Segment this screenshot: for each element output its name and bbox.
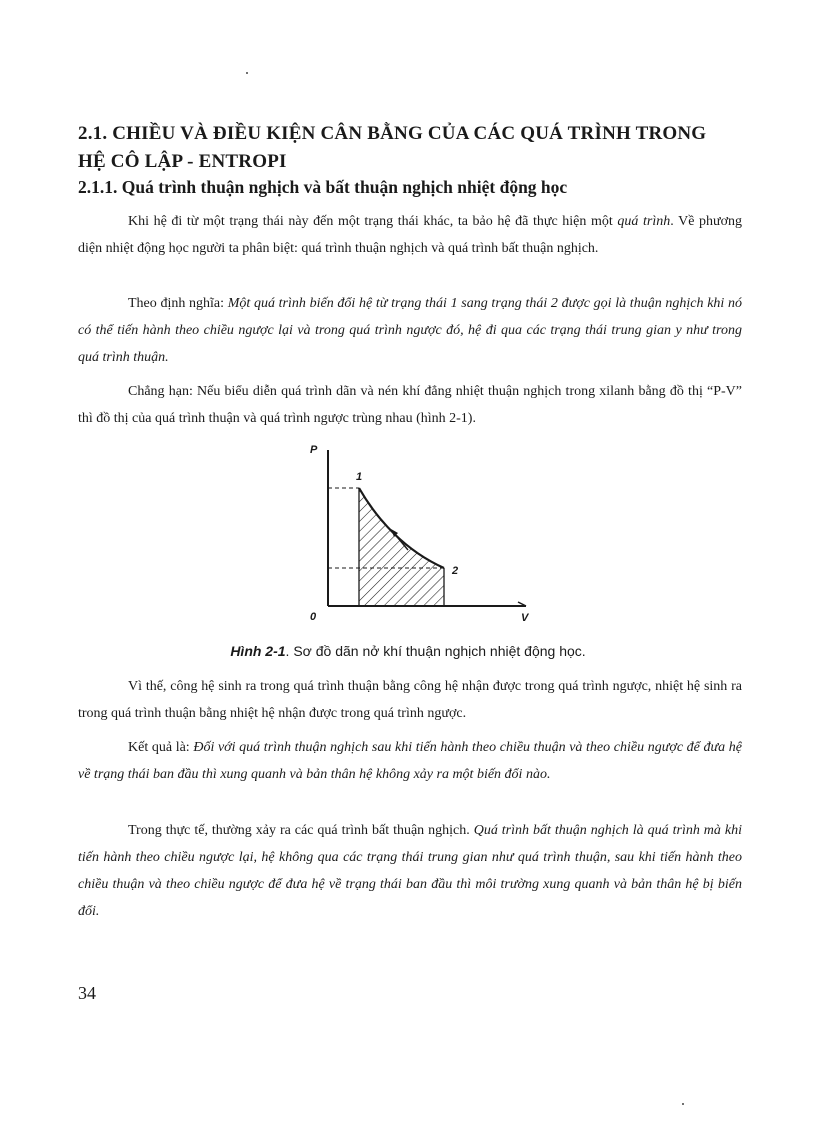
figure-caption-text: . Sơ đồ dãn nở khí thuận nghịch nhiệt động học. bbox=[285, 643, 586, 659]
label-v: V bbox=[521, 612, 529, 624]
scan-speck bbox=[682, 1103, 684, 1105]
section-heading bbox=[78, 120, 758, 176]
page-number: 34 bbox=[78, 983, 96, 1003]
paragraph-3: Chẳng hạn: Nếu biểu diễn quá trình dãn và nén khí đẳng nhiệt thuận nghịch trong xilanh bằng đồ thị “P-V” thì đồ thị của quá trình thuận và quá trình ngược trùng nhau (hình 2-1). bbox=[78, 384, 742, 426]
label-origin: 0 bbox=[310, 611, 317, 623]
figure-caption bbox=[0, 643, 816, 659]
paragraph-5-italic: Đối với quá trình thuận nghịch sau khi tiến hành theo chiều thuận và theo chiều ngược để đưa hệ về trạng thái ban đầu thì xung quanh và bản thân hệ không xảy ra một biến đổi nào. bbox=[78, 740, 743, 782]
label-p: P bbox=[310, 444, 318, 456]
paragraph-6-italic: Quá trình bất thuận nghịch là quá trình mà khi tiến hành theo chiều ngược lại, hệ không qua các trạng thái trung gian như quá trình thuận, sau khi tiến hành theo chiều thuận và theo chiều ngược để đưa hệ về trạng thái ban đầu thì môi trường xung quanh và bản thân hệ bị biến đổi. bbox=[78, 823, 742, 919]
paragraph-4: Vì thế, công hệ sinh ra trong quá trình thuận bằng công hệ nhận được trong quá trình ngược, nhiệt hệ sinh ra trong quá trình thuận bằng nhiệt hệ nhận được trong quá trình ngược. bbox=[78, 679, 742, 721]
paragraph-5-text: Kết quả là: bbox=[128, 740, 194, 755]
work-area-hatch bbox=[359, 488, 444, 606]
paragraph-1-tail: . Về phương diện nhiệt động học người ta phân biệt: quá trình thuận nghịch và quá trình bất thuận nghịch. bbox=[78, 214, 743, 256]
section-heading-line1: 2.1. CHIỀU VÀ ĐIỀU KIỆN CÂN BẰNG CỦA CÁC QUÁ TRÌNH TRONG bbox=[78, 123, 707, 144]
label-state-2: 2 bbox=[452, 565, 459, 577]
paragraph-1-text: Khi hệ đi từ một trạng thái này đến một trạng thái khác, ta bảo hệ đã thực hiện một bbox=[128, 214, 618, 229]
paragraph-5 bbox=[78, 734, 742, 788]
subsection-heading: 2.1.1. Quá trình thuận nghịch và bất thuận nghịch nhiệt động học bbox=[78, 177, 568, 197]
paragraph-6 bbox=[78, 817, 742, 925]
paragraph-6-text: Trong thực tế, thường xảy ra các quá trình bất thuận nghịch. bbox=[128, 823, 474, 838]
paragraph-1 bbox=[78, 208, 742, 262]
pv-diagram bbox=[296, 436, 546, 628]
paragraph-2 bbox=[78, 290, 742, 371]
scan-speck bbox=[246, 72, 248, 74]
paragraph-2-italic: Một quá trình biến đổi hệ từ trạng thái 1 sang trạng thái 2 được gọi là thuận nghịch khi nó có thể tiến hành theo chiều ngược lại và trong quá trình ngược đó, hệ đi qua các trạng thái trung gian y như trong quá trình thuận. bbox=[78, 296, 742, 365]
figure-caption-label: Hình 2-1 bbox=[230, 643, 286, 659]
paragraph-2-text: Theo định nghĩa: bbox=[128, 296, 228, 311]
label-state-1: 1 bbox=[356, 471, 363, 483]
section-heading-line2: HỆ CÔ LẬP - ENTROPI bbox=[78, 151, 287, 172]
paragraph-1-italic: quá trình bbox=[617, 214, 671, 229]
